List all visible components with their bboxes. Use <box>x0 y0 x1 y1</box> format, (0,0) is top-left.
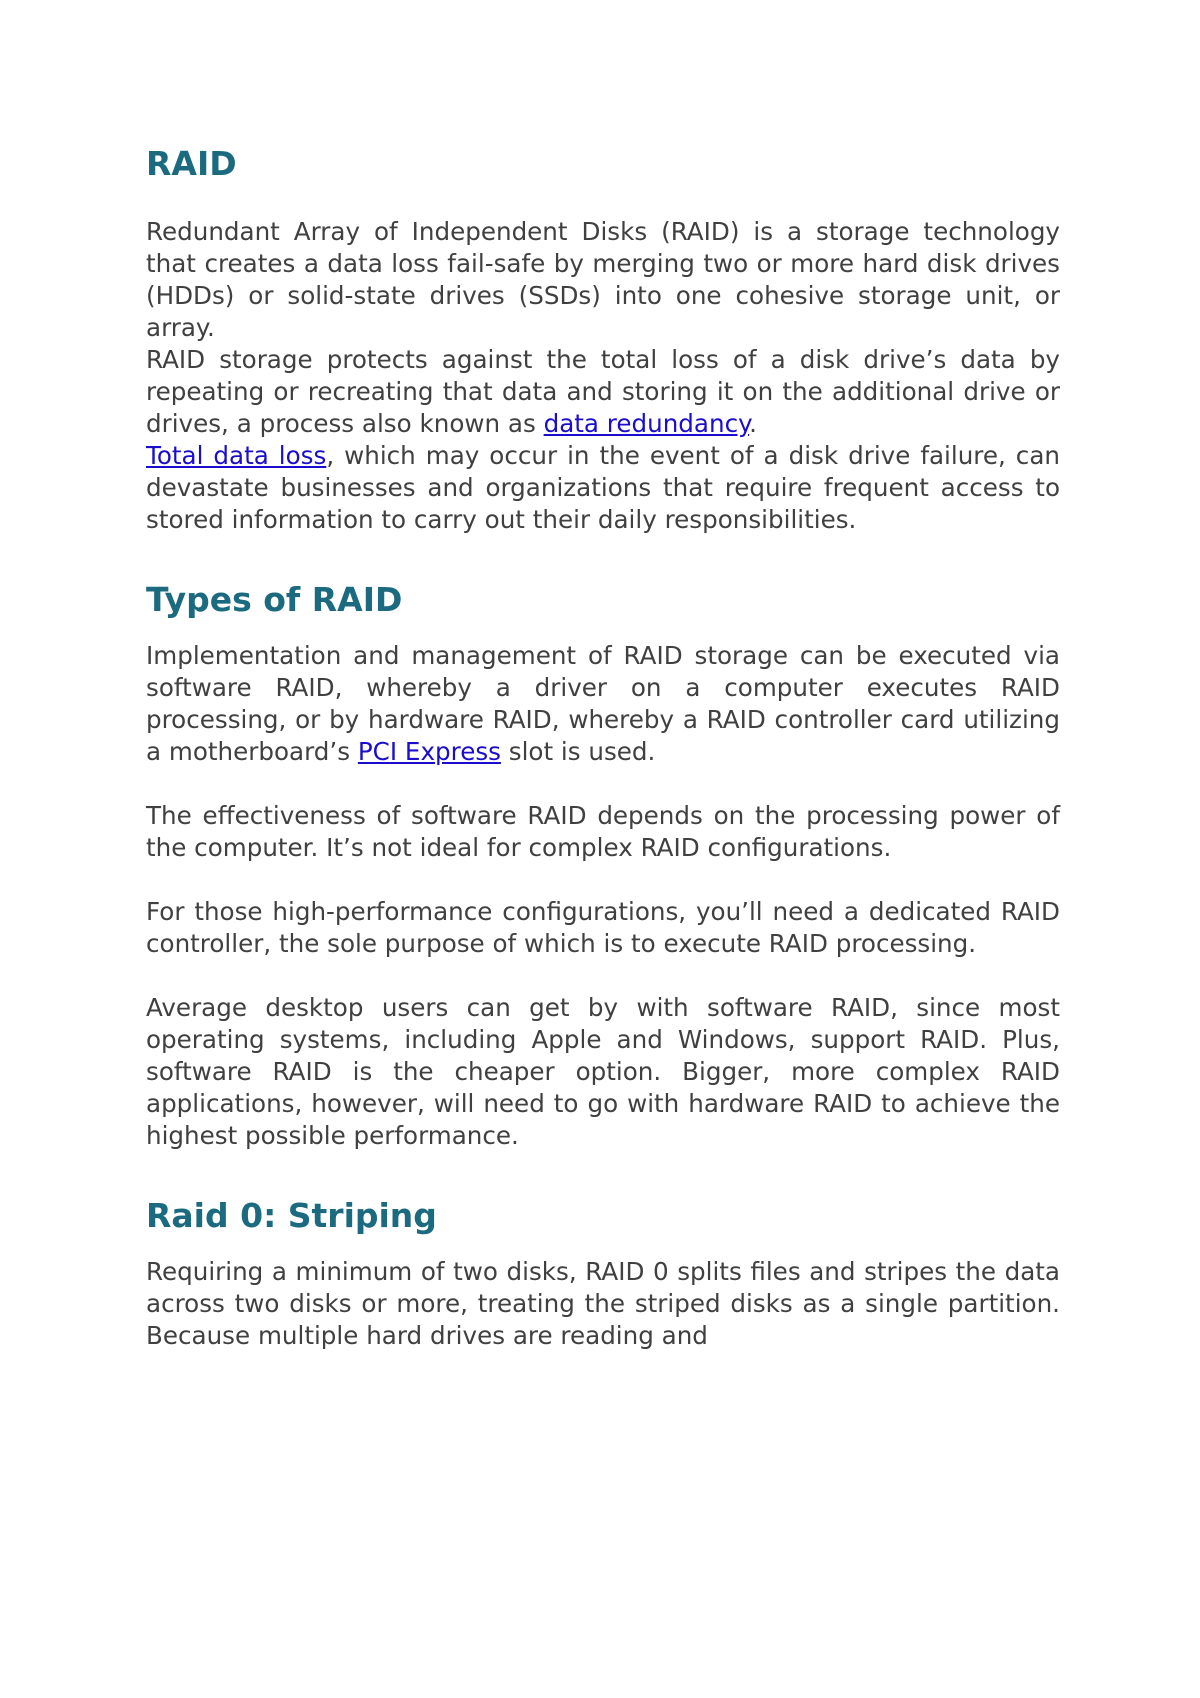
heading-raid: RAID <box>146 144 237 183</box>
paragraph-raid-protection <box>146 344 1060 440</box>
pci-express-link[interactable]: PCI Express <box>357 737 501 766</box>
paragraph-text: , which may occur in the event of a disk drive failure, can devastate businesses and organizations that require frequent access to stored information to carry out their daily responsibilities. <box>146 441 1060 534</box>
paragraph-total-data-loss <box>146 440 1060 536</box>
heading-raid-0-striping: Raid 0: Striping <box>146 1196 437 1235</box>
paragraph-desktop-users: Average desktop users can get by with software RAID, since most operating systems, including Apple and Windows, support RAID. Plus, software RAID is the cheaper option. Bigger, more complex RAID applications, however, will need to go with hardware RAID to achieve the highest possible performance. <box>146 993 1060 1150</box>
paragraph-text: Implementation and management of RAID storage can be executed via software RAID, whereby a driver on a computer executes RAID processing, or by hardware RAID, whereby a RAID controller card utilizing a motherboard’s <box>146 641 1060 766</box>
paragraph-raid-0: Requiring a minimum of two disks, RAID 0 splits files and stripes the data across two disks or more, treating the striped disks as a single partition. Because multiple hard drives are reading and <box>146 1257 1060 1350</box>
paragraph-software-raid-effectiveness: The effectiveness of software RAID depends on the processing power of the computer. It’s not ideal for complex RAID configurations. <box>146 801 1060 862</box>
paragraph-text: . <box>749 409 757 438</box>
section-spacer <box>146 536 1060 574</box>
section-spacer <box>146 1152 1060 1190</box>
paragraph-text: slot is used. <box>500 737 656 766</box>
total-data-loss-link[interactable]: Total data loss <box>146 441 327 470</box>
paragraph-implementation <box>146 640 1060 768</box>
heading-types-of-raid: Types of RAID <box>146 580 403 619</box>
paragraph-text: RAID storage protects against the total loss of a disk drive’s data by repeating or recreating that data and storing it on the additional drive or drives, a process also known as <box>146 345 1060 438</box>
paragraph-raid-definition: Redundant Array of Independent Disks (RAID) is a storage technology that creates a data loss fail-safe by merging two or more hard disk drives (HDDs) or solid-state drives (SSDs) into one cohesive storage unit, or array. <box>146 217 1060 342</box>
data-redundancy-link[interactable]: data redundancy <box>543 409 750 438</box>
paragraph-raid-controller: For those high-performance configurations, you’ll need a dedicated RAID controller, the sole purpose of which is to execute RAID processing. <box>146 897 1060 958</box>
